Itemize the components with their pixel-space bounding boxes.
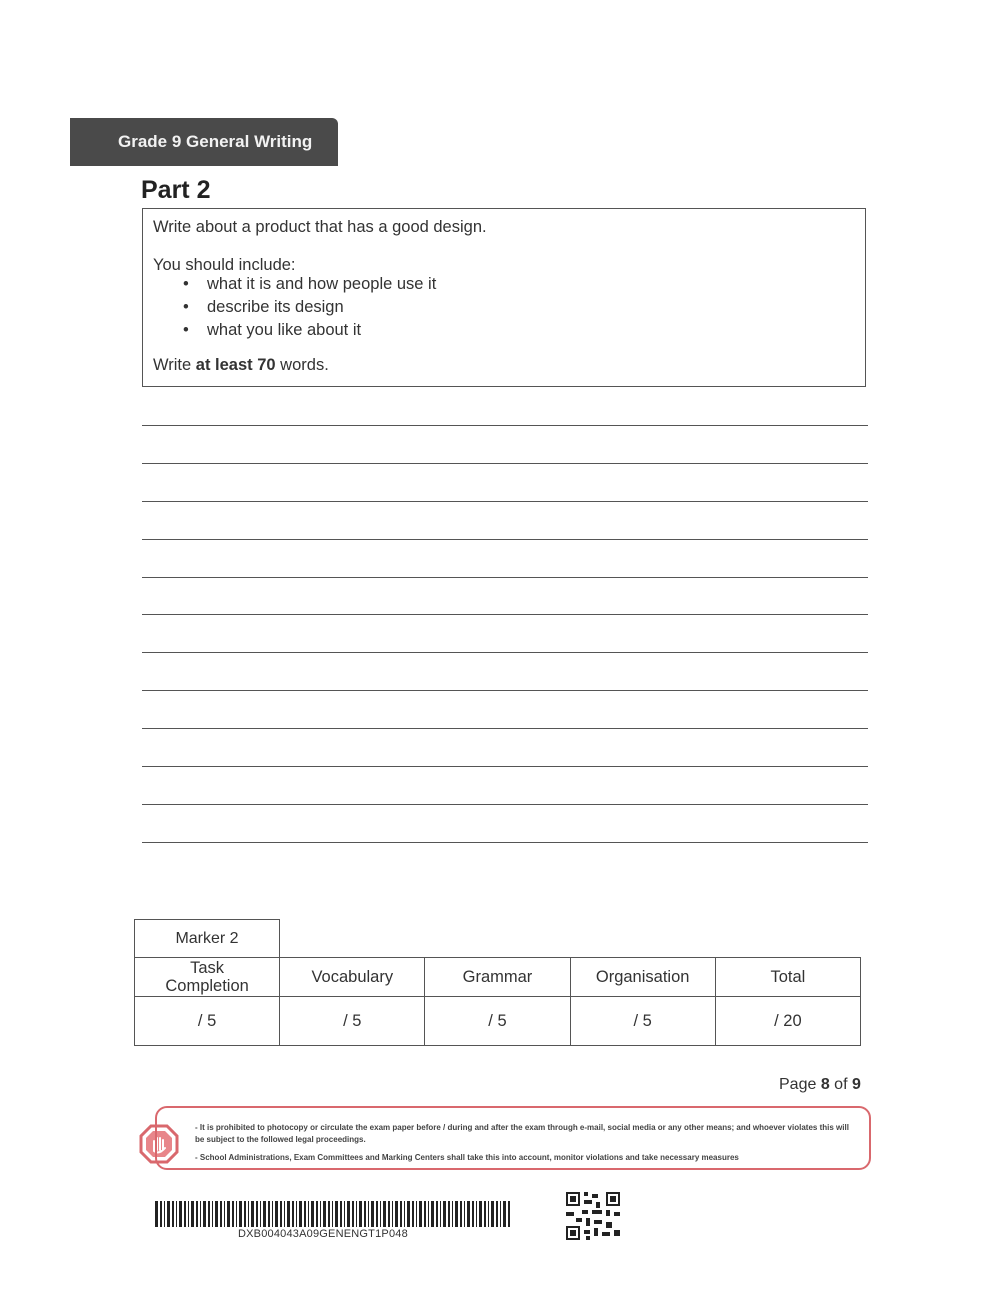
part-title: Part 2 bbox=[141, 176, 211, 204]
writing-line bbox=[142, 690, 868, 691]
score-header-row bbox=[135, 958, 861, 997]
score-table bbox=[134, 957, 861, 1046]
writing-line bbox=[142, 728, 868, 729]
writing-line bbox=[142, 652, 868, 653]
score-value-row bbox=[135, 997, 861, 1046]
writing-line bbox=[142, 614, 868, 615]
score-header-cell: Task Completion bbox=[135, 958, 280, 997]
section-header bbox=[70, 118, 338, 166]
score-value-cell: / 20 bbox=[715, 997, 860, 1046]
bullet-item: • describe its design bbox=[153, 296, 436, 319]
writing-line bbox=[142, 766, 868, 767]
score-header-cell: Organisation bbox=[570, 958, 715, 997]
word-count-instruction: Write at least 70 words. bbox=[153, 356, 329, 374]
bullet-dot-icon: • bbox=[183, 275, 189, 293]
writing-area[interactable] bbox=[142, 425, 868, 880]
score-value-cell: / 5 bbox=[280, 997, 425, 1046]
bullet-dot-icon: • bbox=[183, 321, 189, 339]
barcode-number: DXB004043A09GENENGT1P048 bbox=[238, 1228, 408, 1240]
include-label: You should include: bbox=[153, 256, 296, 274]
writing-line bbox=[142, 463, 868, 464]
copyright-notice bbox=[155, 1106, 871, 1170]
task-prompt: Write about a product that has a good design. bbox=[153, 218, 487, 236]
notice-line: - It is prohibited to photocopy or circulate the exam paper before / during and after the exam through e-mail, social media or any other means; and whoever violates this will be subject to the followed legal proceedings. bbox=[195, 1123, 849, 1144]
score-value-cell: / 5 bbox=[570, 997, 715, 1046]
score-value-cell: / 5 bbox=[425, 997, 570, 1046]
score-value-cell: / 5 bbox=[135, 997, 280, 1046]
bullet-list bbox=[153, 273, 436, 342]
writing-line bbox=[142, 425, 868, 426]
writing-line bbox=[142, 539, 868, 540]
bullet-item: • what it is and how people use it bbox=[153, 273, 436, 296]
score-header-cell: Vocabulary bbox=[280, 958, 425, 997]
barcode-icon bbox=[155, 1201, 510, 1227]
writing-line bbox=[142, 577, 868, 578]
writing-line bbox=[142, 842, 868, 843]
bullet-dot-icon: • bbox=[183, 298, 189, 316]
writing-line bbox=[142, 804, 868, 805]
score-header-cell: Total bbox=[715, 958, 860, 997]
marker-label: Marker 2 bbox=[134, 919, 280, 958]
notice-line: - School Administrations, Exam Committees and Marking Centers shall take this into account, monitor violations and take necessary measures bbox=[195, 1153, 739, 1162]
score-header-cell: Grammar bbox=[425, 958, 570, 997]
page-number: Page 8 of 9 bbox=[779, 1076, 861, 1093]
bullet-item: • what you like about it bbox=[153, 319, 436, 342]
qr-code-icon bbox=[566, 1192, 620, 1240]
task-box bbox=[142, 208, 866, 387]
section-header-title: Grade 9 General Writing bbox=[118, 132, 313, 151]
writing-line bbox=[142, 501, 868, 502]
